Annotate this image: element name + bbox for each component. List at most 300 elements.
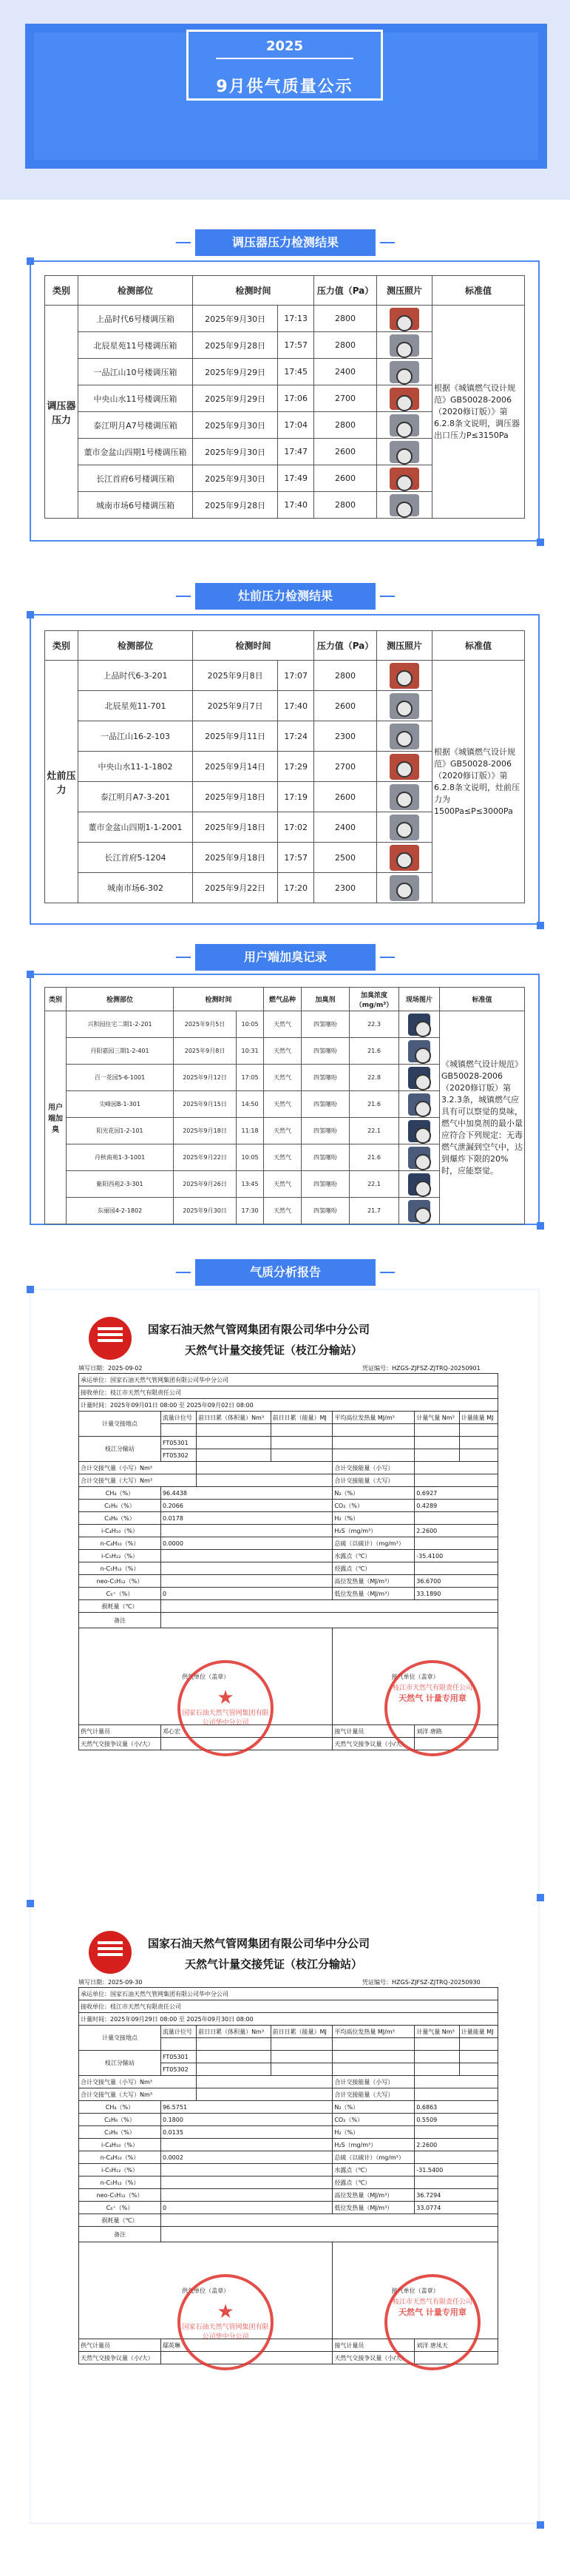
stove-pressure-table [44, 630, 525, 903]
cert-cell: 合计交接能量（大写） [333, 1474, 415, 1487]
odorant-cell: 四氢噻吩 [302, 1118, 350, 1144]
pressure-value-cell: 2800 [314, 332, 377, 359]
column-header: 检测部位 [67, 988, 174, 1011]
cert-cell: 接收单位：枝江市天然气有限责任公司 [79, 1386, 498, 1399]
photo-cell [377, 812, 432, 843]
cert-cell [415, 1562, 498, 1575]
cert-cell [459, 2051, 498, 2063]
column-header: 检测部位 [78, 631, 193, 661]
cert-cell: 接气单位（盖章） [333, 1628, 498, 1725]
cert-cell [160, 1562, 332, 1575]
cert-cell: n-C₄H₁₀（%） [79, 2151, 161, 2164]
cert-cell [415, 1537, 498, 1550]
cert-cell: 天然气交接争议量（小/大） [79, 2352, 161, 2364]
cert-cell [459, 2063, 498, 2076]
corner-mark [27, 1900, 34, 1907]
cert-cell: 36.7294 [415, 2189, 498, 2202]
seal-right-text: 天然气 计量专用章 [398, 1693, 466, 1703]
time-cell: 17:57 [278, 843, 314, 873]
header-row [45, 631, 525, 661]
section-heading-gas-analysis: 气质分析报告 [195, 1259, 376, 1286]
cert-cell [333, 2038, 415, 2051]
cert-cell [415, 2051, 459, 2063]
time-cell: 17:20 [278, 873, 314, 903]
time-cell: 17:45 [278, 359, 314, 385]
cert-cell: 烃露点（℃） [333, 2177, 415, 2189]
time-cell: 17:40 [278, 691, 314, 721]
photo-cell [399, 1038, 440, 1065]
cert-cell [197, 1437, 271, 1449]
time-cell: 17:49 [278, 465, 314, 492]
cert-cell: H₂（%） [333, 2126, 415, 2139]
photo-cell [377, 439, 432, 465]
cert-cell [197, 2088, 333, 2101]
cert-cell: 供气单位（盖章） [79, 1628, 333, 1725]
corner-mark [27, 611, 34, 618]
cert-cell: 0.4289 [415, 1500, 498, 1512]
cert-cell [271, 2051, 333, 2063]
time-cell: 17:13 [278, 306, 314, 332]
seal-left-text: 国家石油天然气管网集团有限公司华中分公司 [182, 2324, 269, 2341]
date-cell: 2025年9月29日 [193, 385, 278, 412]
date-cell: 2025年9月22日 [174, 1144, 237, 1171]
pipechina-logo-icon [89, 1317, 132, 1360]
location-cell: 中央山水11-1-1802 [78, 752, 193, 782]
cert-cell: H₂（%） [333, 1512, 415, 1525]
cert-row [79, 1537, 498, 1550]
cert-row [79, 1550, 498, 1562]
cert-cell: C₃H₈（%） [79, 2126, 161, 2139]
cert-cell [160, 2227, 498, 2242]
cert-cell: 总硫（以硫计）（mg/m³） [333, 1537, 415, 1550]
cert-cell: 供气计量员 [79, 1725, 161, 1738]
cert-cell: FT05301 [160, 2051, 196, 2063]
corner-mark [27, 257, 34, 265]
category-cell: 灶前压力 [45, 661, 78, 903]
column-header: 测压照片 [377, 631, 432, 661]
time-cell: 17:07 [278, 661, 314, 691]
cert-row [79, 1562, 498, 1575]
cert-cell: 0.0002 [160, 2151, 332, 2164]
cert-row [79, 1487, 498, 1500]
seal-star-icon: ★ [217, 2301, 234, 2323]
cert-cell: 低位发热量（MJ/m³） [333, 1588, 415, 1600]
cert-row [79, 1512, 498, 1525]
cert-cell: 承运单位：国家石油天然气管网集团有限公司华中分公司 [79, 1374, 498, 1386]
cert-cell: 合计交接气量（大写）Nm³ [79, 2088, 197, 2101]
site-photo [408, 1067, 430, 1089]
column-header: 检测时间 [193, 276, 314, 306]
concentration-cell: 21.6 [350, 1144, 399, 1171]
pressure-value-cell: 2800 [314, 661, 377, 691]
cert-fill-date: 填写日期：2025-09-02 [78, 1365, 143, 1372]
cert-cell [271, 1424, 333, 1437]
cert-cell [415, 2038, 459, 2051]
date-cell: 2025年9月30日 [193, 439, 278, 465]
photo-cell [377, 492, 432, 519]
cert-row [79, 1525, 498, 1537]
cert-cell: neo-C₅H₁₂（%） [79, 1575, 161, 1588]
hero-year: 2025 [265, 38, 304, 54]
cert-row [79, 1386, 498, 1399]
cert-cell: 计量交接地点 [79, 1412, 161, 1437]
odorant-cell: 四氢噻吩 [302, 1091, 350, 1118]
pressure-photo [390, 845, 419, 871]
cert-cell: 损耗量（℃） [79, 2214, 161, 2227]
column-header: 加臭剂 [302, 988, 350, 1011]
location-cell: 一品江山10号楼调压箱 [78, 359, 193, 385]
site-photo [408, 1173, 430, 1196]
cert-cell: 合计交接气量（小写）Nm³ [79, 2076, 197, 2088]
date-cell: 2025年9月22日 [193, 873, 278, 903]
cert-cell [160, 1575, 332, 1588]
pressure-photo [390, 875, 419, 901]
gas-type-cell: 天然气 [264, 1198, 302, 1224]
cert-cell: N₂（%） [333, 2101, 415, 2114]
cert-cell: 0.2066 [160, 1500, 332, 1512]
cert-cell [197, 2063, 271, 2076]
site-photo [408, 1200, 430, 1222]
pressure-value-cell: 2300 [314, 721, 377, 752]
seal-right-name: 枝江市天然气有限责任公司 [392, 2299, 472, 2306]
cert-row [79, 2189, 498, 2202]
location-cell: 中央山水11号楼调压箱 [78, 385, 193, 412]
cert-cell: 水露点（℃） [333, 2164, 415, 2177]
date-cell: 2025年9月30日 [193, 412, 278, 439]
cert-row [79, 1374, 498, 1386]
cert-row [79, 2139, 498, 2151]
pressure-value-cell: 2700 [314, 385, 377, 412]
date-cell: 2025年9月12日 [174, 1065, 237, 1091]
date-cell: 2025年9月30日 [174, 1198, 237, 1224]
cert-cell [415, 1474, 498, 1487]
concentration-cell: 22.8 [350, 1065, 399, 1091]
location-cell: 一品江山16-2-103 [78, 721, 193, 752]
company-seal-right [384, 2274, 481, 2370]
cert-cell: C₂H₆（%） [79, 2114, 161, 2126]
time-cell: 17:05 [237, 1065, 264, 1091]
time-cell: 17:06 [278, 385, 314, 412]
pressure-photo [390, 724, 419, 749]
cert-cell [197, 1462, 333, 1474]
pressure-value-cell: 2600 [314, 691, 377, 721]
cert-row [79, 1399, 498, 1412]
time-cell: 17:29 [278, 752, 314, 782]
odorant-cell: 四氢噻吩 [302, 1065, 350, 1091]
cert-cell: 0.6927 [415, 1487, 498, 1500]
cert-cell [459, 1424, 498, 1437]
pressure-photo [390, 815, 419, 840]
photo-cell [399, 1065, 440, 1091]
gas-type-cell: 天然气 [264, 1144, 302, 1171]
cert-cell: 备注 [79, 2227, 161, 2242]
corner-mark [27, 971, 34, 978]
cert-cell: 合计交接气量（大写）Nm³ [79, 1474, 197, 1487]
concentration-cell: 21.6 [350, 1091, 399, 1118]
column-header: 压力值（Pa） [314, 631, 377, 661]
column-header: 标准值 [432, 276, 525, 306]
cert-row [79, 2202, 498, 2214]
column-header: 燃气品种 [264, 988, 302, 1011]
cert-cell: 合计交接气量（小写）Nm³ [79, 1462, 197, 1474]
location-cell: 尖峰园B-1-301 [67, 1091, 174, 1118]
cert-cell: 合计交接能量（小写） [333, 2076, 415, 2088]
cert-cell [271, 1449, 333, 1462]
photo-cell [399, 1198, 440, 1224]
cert-cell [160, 2189, 332, 2202]
cert-cell [415, 1462, 498, 1474]
cert-cell: i-C₄H₁₀（%） [79, 2139, 161, 2151]
cert-cell [415, 2126, 498, 2139]
time-cell: 11:18 [237, 1118, 264, 1144]
seal-right-name: 枝江市天然气有限责任公司 [392, 1685, 472, 1692]
cert-cell: 鄢英琳 [160, 2339, 332, 2352]
cert-row [79, 2013, 498, 2026]
cert-cell: 承运单位：国家石油天然气管网集团有限公司华中分公司 [79, 1988, 498, 2000]
pressure-photo [390, 308, 419, 330]
cert-cell: 96.5751 [160, 2101, 332, 2114]
cert-row [79, 2051, 498, 2063]
table-row [45, 1011, 525, 1038]
cert-cell [160, 2214, 498, 2227]
cert-cell: CH₄（%） [79, 1487, 161, 1500]
gas-type-cell: 天然气 [264, 1171, 302, 1198]
cert-cell: 计量时间：2025年09月29日 08:00 至 2025年09月30日 08:00 [79, 2013, 498, 2026]
location-cell: 东丽园4-2-1802 [67, 1198, 174, 1224]
cert-cell: C₃H₈（%） [79, 1512, 161, 1525]
cert-title: 天然气计量交接凭证（枝江分输站） [185, 1958, 363, 1971]
seal-right-text: 天然气 计量专用章 [398, 2307, 466, 2317]
cert-row [79, 1412, 498, 1424]
cert-row [79, 1600, 498, 1613]
column-header: 检测时间 [193, 631, 314, 661]
time-cell: 17:19 [278, 782, 314, 812]
cert-row [79, 2177, 498, 2189]
location-cell: 阳光花园1-2-101 [67, 1118, 174, 1144]
date-cell: 2025年9月28日 [193, 492, 278, 519]
date-cell: 2025年9月28日 [193, 332, 278, 359]
hero-divider [216, 58, 353, 59]
date-cell: 2025年9月8日 [193, 661, 278, 691]
pressure-value-cell: 2400 [314, 812, 377, 843]
section-heading-stove: 灶前压力检测结果 [195, 583, 376, 610]
odorant-cell: 四氢噻吩 [302, 1198, 350, 1224]
corner-mark [537, 1222, 544, 1230]
cert-row [79, 1588, 498, 1600]
concentration-cell: 21.7 [350, 1198, 399, 1224]
hero-title: 9月供气质量公示 [216, 78, 353, 96]
cert-cell [271, 2038, 333, 2051]
time-cell: 10:31 [237, 1038, 264, 1065]
pressure-photo [390, 334, 419, 357]
cert-cell: 前日日累（体积量）Nm³ [197, 2026, 271, 2038]
cert-cell: 高位发热量（MJ/m³） [333, 1575, 415, 1588]
pressure-photo [390, 494, 419, 516]
cert-row [79, 2076, 498, 2088]
column-header: 压力值（Pa） [314, 276, 377, 306]
cert-cell [333, 2051, 415, 2063]
cert-cell [415, 2151, 498, 2164]
cert-cell: 0.0135 [160, 2126, 332, 2139]
cert-cell [197, 2051, 271, 2063]
photo-cell [399, 1171, 440, 1198]
location-cell: 长江首府5-1204 [78, 843, 193, 873]
date-cell: 2025年9月8日 [174, 1038, 237, 1065]
cert-cell: i-C₄H₁₀（%） [79, 1525, 161, 1537]
cert-cell: 流量计位号 [160, 2026, 196, 2038]
cert-cell [333, 1424, 415, 1437]
cert-row [79, 1462, 498, 1474]
cert-cell [197, 1424, 271, 1437]
date-cell: 2025年9月26日 [174, 1171, 237, 1198]
time-cell: 13:45 [237, 1171, 264, 1198]
cert-company: 国家石油天然气管网集团有限公司华中分公司 [148, 1323, 370, 1336]
pressure-value-cell: 2600 [314, 439, 377, 465]
cert-cell: 接气单位（盖章） [333, 2242, 498, 2339]
location-cell: 上品时代6号楼调压箱 [78, 306, 193, 332]
header-row [45, 276, 525, 306]
photo-cell [399, 1118, 440, 1144]
date-cell: 2025年9月7日 [193, 691, 278, 721]
time-cell: 17:02 [278, 812, 314, 843]
concentration-cell: 22.3 [350, 1011, 399, 1038]
photo-cell [399, 1091, 440, 1118]
location-cell: 董市金盆山四期1号楼调压箱 [78, 439, 193, 465]
cert-cell: i-C₅H₁₂（%） [79, 1550, 161, 1562]
cert-cell: 33.1890 [415, 1588, 498, 1600]
cert-row [79, 2114, 498, 2126]
cert-row [79, 1575, 498, 1588]
concentration-cell: 21.6 [350, 1038, 399, 1065]
date-cell: 2025年9月18日 [193, 782, 278, 812]
time-cell: 10:05 [237, 1011, 264, 1038]
odor-record-table [44, 987, 525, 1224]
cert-cell: 计量气量 Nm³ [415, 1412, 459, 1424]
date-cell: 2025年9月30日 [193, 306, 278, 332]
cert-cell: 平均高位发热量 MJ/m³ [333, 2026, 415, 2038]
cert-cell: 平均高位发热量 MJ/m³ [333, 1412, 415, 1424]
corner-mark [537, 1894, 544, 1901]
concentration-cell: 22.1 [350, 1171, 399, 1198]
gas-type-cell: 天然气 [264, 1065, 302, 1091]
corner-mark [27, 1286, 34, 1293]
cert-cell: 前日日累（能量）MJ [271, 2026, 333, 2038]
section-heading-regulator: 调压器压力检测结果 [195, 229, 376, 256]
cert-row [79, 2000, 498, 2013]
location-cell: 丹阳嘉园三期1-2-401 [67, 1038, 174, 1065]
cert-cell: C₂H₆（%） [79, 1500, 161, 1512]
time-cell: 17:30 [237, 1198, 264, 1224]
cert-cell [160, 1424, 196, 1437]
cert-cell [160, 1550, 332, 1562]
column-header: 类别 [45, 276, 78, 306]
site-photo [408, 1147, 430, 1169]
cert-cell: 0 [160, 1588, 332, 1600]
cert-cell: 前日日累（能量）MJ [271, 1412, 333, 1424]
cert-number: 凭证编号：HZGS-ZJFSZ-ZJTRQ-20250901 [362, 1365, 481, 1372]
time-cell: 17:57 [278, 332, 314, 359]
location-cell: 上品时代6-3-201 [78, 661, 193, 691]
cert-cell: 0.0178 [160, 1512, 332, 1525]
cert-cell: 损耗量（℃） [79, 1600, 161, 1613]
cert-cell: n-C₅H₁₂（%） [79, 1562, 161, 1575]
location-cell: 百一花园5-6-1001 [67, 1065, 174, 1091]
cert-cell: 供气计量员 [79, 2339, 161, 2352]
cert-cell: 刘洋 唐凤天 [415, 2339, 498, 2352]
date-cell: 2025年9月15日 [174, 1091, 237, 1118]
pressure-photo [390, 388, 419, 410]
cert-cell: 计量交接地点 [79, 2026, 161, 2051]
date-cell: 2025年9月18日 [174, 1118, 237, 1144]
cert-cell [197, 2038, 271, 2051]
gas-type-cell: 天然气 [264, 1038, 302, 1065]
cert-cell [459, 2038, 498, 2051]
gas-type-cell: 天然气 [264, 1091, 302, 1118]
odorant-cell: 四氢噻吩 [302, 1144, 350, 1171]
cert-cell: neo-C₅H₁₂（%） [79, 2189, 161, 2202]
cert-row [79, 1613, 498, 1628]
table-row [45, 306, 525, 332]
cert-cell: 接收单位：枝江市天然气有限责任公司 [79, 2000, 498, 2013]
cert-cell: 备注 [79, 1613, 161, 1628]
cert-cell: n-C₄H₁₀（%） [79, 1537, 161, 1550]
cert-cell [333, 2063, 415, 2076]
odorant-cell: 四氢噻吩 [302, 1011, 350, 1038]
photo-cell [377, 306, 432, 332]
time-cell: 17:24 [278, 721, 314, 752]
cert-cell [415, 1437, 459, 1449]
cert-cell [197, 2076, 333, 2088]
cert-cell: 邓心宏 [160, 1725, 332, 1738]
cert-cell: 烃露点（℃） [333, 1562, 415, 1575]
section-heading-odor: 用户端加臭记录 [195, 944, 376, 971]
cert-cell: 接气计量员 [333, 2339, 415, 2352]
cert-cell: C₆⁺（%） [79, 1588, 161, 1600]
table-row [45, 661, 525, 691]
cert-cell: i-C₅H₁₂（%） [79, 2164, 161, 2177]
standard-cell: 《城镇燃气设计规范》GB50028-2006（2020修订版）第3.2.3条，城镇燃气应具有可以察觉的臭味，燃气中加臭剂的最小量应符合下列规定：无毒燃气泄漏到空气中，达到爆炸下限的20%时，应能察觉。 [440, 1011, 525, 1224]
time-cell: 14:50 [237, 1091, 264, 1118]
pressure-photo [390, 361, 419, 383]
date-cell: 2025年9月18日 [193, 843, 278, 873]
regulator-pressure-table [44, 275, 525, 519]
time-cell: 17:40 [278, 492, 314, 519]
cert-row [79, 1437, 498, 1449]
photo-cell [377, 721, 432, 752]
cert-cell: 总硫（以硫计）（mg/m³） [333, 2151, 415, 2164]
cert-cell: 2.2600 [415, 2139, 498, 2151]
cert-cell: FT05302 [160, 2063, 196, 2076]
cert-cell [197, 1449, 271, 1462]
cert-row [79, 2227, 498, 2242]
odorant-cell: 四氢噻吩 [302, 1171, 350, 1198]
cert-row [79, 2151, 498, 2164]
cert-cell [160, 2139, 332, 2151]
photo-cell [377, 873, 432, 903]
cert-cell: N₂（%） [333, 1487, 415, 1500]
category-cell: 调压器压力 [45, 306, 78, 519]
seal-star-icon: ★ [217, 1687, 234, 1709]
cert-cell: 枝江分输站 [79, 2051, 161, 2076]
cert-cell: 36.6700 [415, 1575, 498, 1588]
date-cell: 2025年9月18日 [193, 812, 278, 843]
pressure-photo [390, 414, 419, 436]
cert-row [79, 2164, 498, 2177]
cert-title: 天然气计量交接凭证（枝江分输站） [185, 1343, 363, 1357]
photo-cell [377, 661, 432, 691]
time-cell: 10:05 [237, 1144, 264, 1171]
category-cell: 用户端加臭 [45, 1011, 67, 1224]
